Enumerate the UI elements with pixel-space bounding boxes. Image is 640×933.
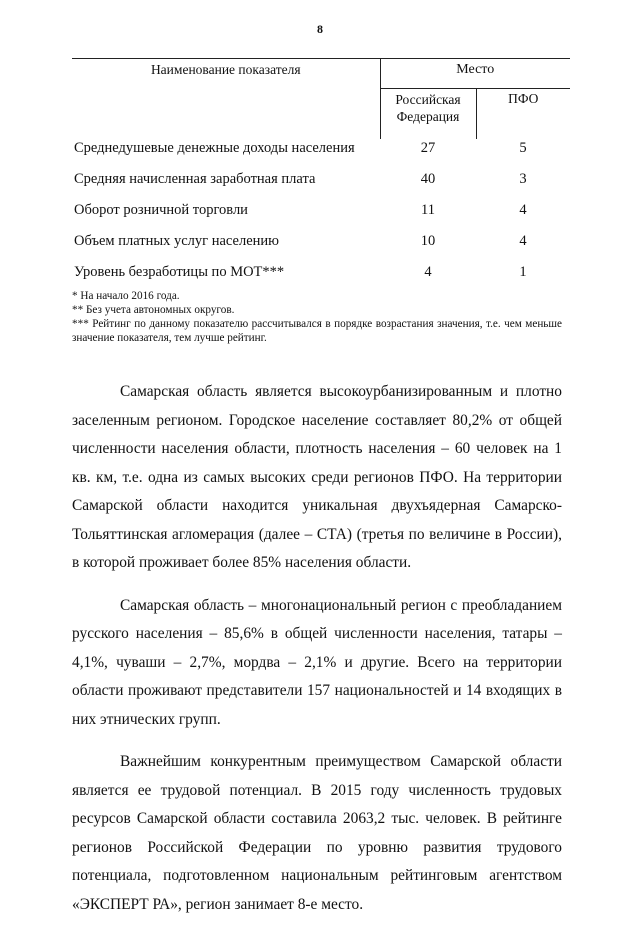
header-russian-federation: Российская Федерация <box>380 89 476 140</box>
row-rf-rank: 11 <box>421 202 435 218</box>
header-place: Место <box>380 59 570 89</box>
footnote: ** Без учета автономных округов. <box>72 304 235 316</box>
footnotes <box>72 289 562 345</box>
page-number: 8 <box>317 22 323 36</box>
paragraph: Важнейшим конкурентным преимуществом Самарской области является ее трудовой потенциал. В 2015 году численность трудовых ресурсов Самарской области составила 2063,2 тыс. человек. В рейтинге регионов Российской Федерации по уровню развития трудового потенциала, подготовленном национальным рейтинговым агентством «ЭКСПЕРТ РА», регион занимает 8-е место. <box>72 753 562 913</box>
body-text <box>72 378 562 933</box>
indicator-table <box>72 58 570 294</box>
paragraph: Самарская область – многонациональный регион с преобладанием русского населения – 85,6% в общей численности населения, татары – 4,1%, чуваши – 2,7%, мордва – 2,1% и другие. Всего на территории области проживают представители 157 национальностей и 14 входящих в них этнических групп. <box>72 596 562 728</box>
row-name: Среднедушевые денежные доходы населения <box>74 140 355 156</box>
paragraph: Самарская область является высокоурбанизированным и плотно заселенным регионом. Городское население составляет 80,2% от общей численности населения области, плотность населения – 60 человек на 1 кв. км, т.е. одна из самых высоких среди регионов ПФО. На территории Самарской области находится уникальная двухъядерная Самарско-Тольяттинская агломерация (далее – СТА) (третья по величине в России), в которой проживает более 85% населения области. <box>72 383 562 571</box>
row-pfo-rank: 4 <box>519 233 527 249</box>
header-indicator-name: Наименование показателя <box>72 59 380 140</box>
row-rf-rank: 40 <box>420 171 436 187</box>
row-name: Средняя начисленная заработная плата <box>74 171 316 187</box>
table-row <box>72 201 570 232</box>
row-name: Уровень безработицы по МОТ*** <box>74 264 285 280</box>
table-row <box>72 139 570 170</box>
table-row <box>72 170 570 201</box>
row-rf-rank: 27 <box>420 140 436 156</box>
row-pfo-rank: 3 <box>519 171 527 187</box>
row-name: Оборот розничной торговли <box>74 202 248 218</box>
row-pfo-rank: 5 <box>519 140 527 156</box>
row-rf-rank: 4 <box>424 264 432 280</box>
footnote: *** Рейтинг по данному показателю рассчитывался в порядке возрастания значения, т.е. чем меньше значение показателя, тем лучше рейтинг. <box>72 318 562 344</box>
header-pfo: ПФО <box>476 89 570 140</box>
row-name: Объем платных услуг населению <box>74 233 280 249</box>
row-rf-rank: 10 <box>420 233 436 249</box>
table-row <box>72 232 570 263</box>
row-pfo-rank: 4 <box>519 202 527 218</box>
row-pfo-rank: 1 <box>519 264 527 280</box>
footnote: * На начало 2016 года. <box>72 290 180 302</box>
